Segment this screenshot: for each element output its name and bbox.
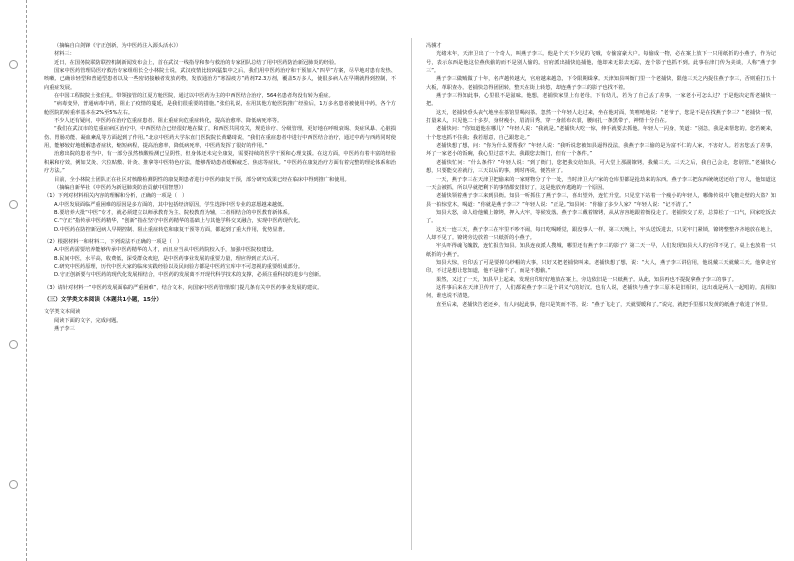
- question-stem: （3）请针对材料一“中医药发展面临的严重困难”，结合文本，向国家中医药管理部门提几条有关中医药事业发展的建议。: [44, 284, 323, 291]
- question-option: A.中医药需要培养能够传承中医药精华的人才，而且应当从中医药院校入手，加强中医院校建设。: [54, 247, 277, 254]
- question-option: C.研究中医药原理，历代中医大家的临床实践经验以及民间验方都是中医药宝库中不可忽视的重要组成部分。: [54, 263, 304, 270]
- paragraph: 果然，又过了一天，知县早上起来，发现官印好好地放在案上，旁边依旧是一只纸燕子。从此，知县再也不提捉拿燕子李三的事了。: [436, 276, 737, 283]
- column-divider: [411, 38, 412, 550]
- paragraph: 一天，燕子李三在天津卫把偷来的一家财物分了个一处，当时津卫大户家的仓库里都是抢劫来的东西。燕子李三把东西统统送还给了穷人，他知道这一天会被抓，所以早就把剩下的事情都安排好了，这是他放弃逃跑的一个原因。: [426, 176, 776, 191]
- right-column: [426, 42, 776, 309]
- paragraph: 近日，在国务院联防联控机制新闻发布会上，首在武汉一线指导和参与救治的专家团队总结了用中医药防治新冠肺炎的经验。: [54, 59, 340, 66]
- paragraph: 知县大怒，命人给他戴上镣铐，押入大牢，等候发落。燕子李三戴着镣铐，从从容容地跟着衙役走了。老捕快交了差，总算松了一口气，回家吃饭去了。: [426, 209, 776, 225]
- section-title: （三）文学类文本阅读（本题共1小题，15分）: [44, 296, 162, 303]
- paragraph: 老捕快领着燕子李三来到县衙。知县一听抓住了燕子李三，喜出望外，连忙升堂。只见堂下站着一个瘦小的年轻人，哪像传说中飞檐走壁的大盗？知县一拍惊堂木，喝道：“你就是燕子李三？”年轻人说：“正是。”知县问：“你偷了多少人家？”年轻人说：“记不清了。”: [426, 193, 776, 208]
- instruction: 阅读下面的文字，完成问题。: [54, 317, 122, 324]
- paragraph: “病毒变异，普通病毒中药，阻止了疫情的蔓延，是我们很重要的措施。”张伯礼说，在用其他方舱医院推广经验后，1万多名患者被使用中药，各个方舱医院的转重率基本在2%至5%左右。: [44, 101, 396, 116]
- paragraph: 老捕快问：“你知道他在哪儿？”年轻人说：“我就是。”老捕快大吃一惊，伸手就要去抓他。年轻人一闪身，笑道：“别急，我是来帮您的。您若硬来，十个您也抓不住我；我若愿意，自己跟您走。”: [426, 126, 776, 141]
- paragraph: 不少人还有疑问，中医药在治疗危重症患者、阻止重症向危重症转化，提高治愈率、降低病死率等。: [54, 118, 283, 125]
- paragraph: 知县大惊，官印丢了可是要掉乌纱帽的大事，只好又把老捕快叫来。老捕快想了想，说：“大人，燕子李三讲信用，他说戴三天就戴三天。他拿走官印，不过是想让您知道，他不是偷不了，而是不想偷。”: [426, 259, 776, 275]
- paragraph: 直至后来，老捕快告老还乡，有人问起此事，他只是笑而不答，说：“燕子飞走了，天就要暖和了。”说完，就把手里那只发黄的纸燕子收进了怀里。: [436, 301, 771, 308]
- paragraph: 目前，全小林院士团队正在社区对核酸检测阴性的康复期患者进行中医药康复干预，部分研究成果已经在临床中得到推广和使用。: [54, 176, 350, 183]
- section-label: 文学类文本阅读: [44, 309, 81, 316]
- question-option: D.守正创新要与中医药的现代化发展相结合，中医药的发展离不开现代科学技术的支撑，必须注重科技的进步与创新。: [54, 272, 325, 279]
- question-stem: （1）下列对材料相关内容的理解和分析，正确的一项是（ ）: [44, 193, 188, 200]
- paragraph: 燕子李三做贼做了十年，名声越传越大，官府越来越急，下令限期缉拿。天津知县叫衙门里一个老捕快，限他三天之内捉住燕子李三，否则重打五十大板，革职查办。老捕快急得团团转，整天在街上转悠，却连燕子李三的影子也找不着。: [426, 76, 776, 91]
- binding-hole: [9, 340, 18, 349]
- binding-hole: [9, 200, 18, 209]
- material-label: 材料三：: [54, 51, 75, 58]
- paragraph: 治愈出院的患者当中，有一部分虽然核酸检测已呈阴性，但身体还未完全康复，需要持续的医学干预和心理支援。在这方面，中医药有着丰富的经验积累和疗效，例如艾灸、穴位贴敷、针灸、推拿等中医特色疗法，能够帮助患者缓解疲乏、焦虑等症状。“中医药在康复治疗方面有着完整的理论体系和治疗方法。”: [44, 151, 396, 175]
- paragraph: 国家中医药管理局医疗救治专家组组长仝小林院士说，武汉疫情比较凶猛集中之后，我们用中医药治疗和干预加入“四早”方案，尽早地对患有发热、咳嗽、已确诊轻型和普通型患者以及一些密切接触者发放药物，发放通治方“寒湿疫方”药剂72.3万剂，覆盖5万多人，使很多病人在早期就得到控制，不向重症发展。: [44, 68, 396, 91]
- binding-hole: [9, 480, 18, 489]
- paragraph: 牢头吓得魂飞魄散，连忙报告知县。知县连夜派人搜城，哪里还有燕子李三的影子？第二天一早，人们发现知县大人的官印不见了，桌上也放着一只纸折的小燕子。: [426, 243, 776, 258]
- question-option: D.中医药在防控新冠病人早期控制、阻止重症转危和康复干预等方面，都起到了重大作用，优势显著。: [54, 226, 288, 233]
- story-author: 冯骥才: [426, 43, 442, 49]
- source-note: （摘编自白剑锋《守正创新，为中医药注入源头活水》）: [54, 43, 182, 49]
- left-column: [44, 42, 396, 333]
- paragraph: 在中国工程院院士张伯礼，带领接管的江夏方舱医院，通过以中医药为主的中西医结合治疗，564名患者均没有转为重症。: [54, 93, 334, 100]
- paragraph: 燕子李三得知此事，心里很不是滋味。他想，老捕快家里上有老母，下有幼儿，若为了自己丢了差事，一家老小可怎么过？于是他决定帮老捕快一把。: [426, 93, 776, 108]
- paragraph: 光绪末年，天津卫出了一个奇人，叫燕子李三。他是个天下少见的飞贼，专偷富豪大户。每偷成一物，必在案上放下一只用纸折的小燕子，作为记号，表示东西是他这位燕侠偷的而不是别人偷的。官府派出捕快追捕他，他却来无影去无踪，连个影子也抓不到。此事在津门传为美谈，人称“燕子李三”。: [426, 51, 776, 75]
- source-note: （摘编自新华社《中医药为新冠肺炎防治贡献中国智慧》）: [54, 184, 187, 191]
- question-option: B.要培养大批“中医”专才，就必须建立以师承教育为主、院校教育为辅，二者相结合的中医教育新体系。: [54, 209, 293, 216]
- question-option: A.中医发展面临严重困难的原因是多方面的，其中包括经济原因，学生选择中医专业的意愿越来越低。: [54, 201, 288, 208]
- question-option: C.“守正”指传承中医药精华，“创新”指在坚守中医药精华的基础上与其他学科交叉融合，实现中医药现代化。: [54, 218, 304, 225]
- paragraph: 这天一连三天，燕子李三在牢里不吵不闹，每日吃喝睡觉，跟没事人一样。第三天晚上，牢头送饭进去，只见牢门紧锁，镣铐整整齐齐地放在地上，人却不见了。镣铐旁边放着一只纸折的小燕子。: [426, 226, 776, 241]
- binding-margin: [0, 0, 27, 561]
- binding-hole: [9, 60, 18, 69]
- paragraph: 这件事后来在天津卫传开了，人们都说燕子李三是个讲义气的好汉。也有人说，老捕快与燕子李三原本是旧相识，这出戏是两人一起唱的。真相如何，谁也说不清楚。: [426, 284, 776, 300]
- paragraph: 这天，老捕快垂头丧气地坐在茶馆里喝闷茶。忽然一个年轻人走过来，坐在他对面，笑嘻嘻地说：“老爷子，您是不是在找燕子李三？”老捕快一愣，打量来人，只见他二十多岁，身材瘦小，眉清目秀，穿一身蓝布衣裳，腰间扎一条黑带子，神情十分自在。: [426, 109, 776, 125]
- question-option: B.民间中医，水平高，收费低，深受群众欢迎，是中医药事业发展的重要力量，理应得到正式认可。: [54, 255, 283, 262]
- paragraph: 老捕快忙问：“什么条件？”年轻人说：“到了衙门，您把我交给知县，可大堂上那副镣铐，我戴三天。三天之后，我自己会走，您别管。”老捕快心想，只要能交差就行，三天以后的事，到时再说，便答应了。: [426, 159, 776, 175]
- paragraph: “我们在武汉市的危重症病区治疗中，中西医结合已经很好地在做了，和西医共同攻关，规范诊疗、分级管理，更好地在呼吸衰竭、炎症风暴、心脏损伤、胃肠功能、凝血紊乱等方面起到了作用。”北京中医药大学东直门医院院长黄璐琦说，“我们在重症患者中进行中西医结合治疗，通过中药与西药同时使用，能够较好地缓解患者症状，缩短病程，提高治愈率，降低病死率，中医药发挥了很好的作用。”: [44, 126, 396, 150]
- question-stem: （2）根据材料一和材料二，下列说法不正确的一项是（ ）: [44, 238, 183, 245]
- paragraph: 老捕快想了想，问：“你为什么要帮我？”年轻人说：“我听说您被知县逼得没法，我燕子李三偷的是为富不仁的人家，不害好人。若害您丢了差事，坏了一家老小的饭碗，我心里过意不去。我跟您去衙门，但有一个条件。”: [426, 143, 776, 158]
- story-title: 燕子李三: [54, 326, 75, 332]
